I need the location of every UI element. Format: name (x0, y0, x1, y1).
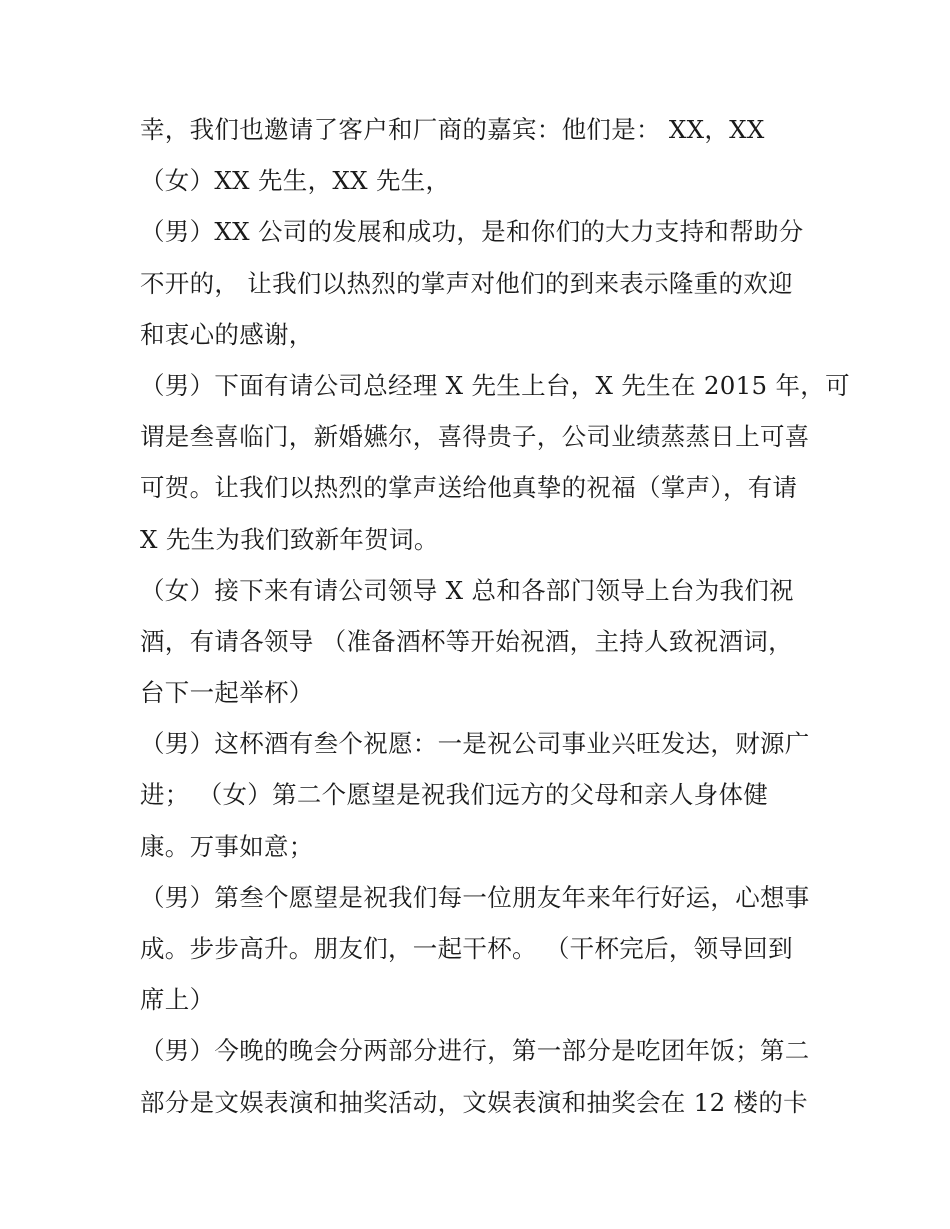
text-line: 可贺。让我们以热烈的掌声送给他真挚的祝福（掌声），有请 (140, 473, 798, 503)
text-line: （男）今晚的晚会分两部分进行，第一部分是吃团年饭；第二 (140, 1036, 810, 1066)
text-line: （男）下面有请公司总经理 X 先生上台，X 先生在 2015 年，可 (140, 370, 850, 400)
text-line: （女）接下来有请公司领导 X 总和各部门领导上台为我们祝 (140, 575, 794, 605)
text-line: （男）XX 公司的发展和成功，是和你们的大力支持和帮助分 (140, 217, 804, 247)
text-line: 部分是文娱表演和抽奖活动，文娱表演和抽奖会在 12 楼的卡 (140, 1087, 808, 1117)
document-body (140, 104, 850, 1128)
text-line: X 先生为我们致新年贺词。 (140, 524, 439, 554)
text-line: （男）这杯酒有叁个祝愿：一是祝公司事业兴旺发达，财源广 (140, 729, 810, 759)
text-line: 谓是叁喜临门，新婚嬿尔，喜得贵子，公司业绩蒸蒸日上可喜 (140, 422, 810, 452)
text-line: 不开的， 让我们以热烈的掌声对他们的到来表示隆重的欢迎 (140, 268, 793, 298)
text-line: 席上） (140, 985, 215, 1015)
text-line: 幸，我们也邀请了客户和厂商的嘉宾：他们是： XX，XX (140, 115, 765, 144)
text-line: 康。万事如意； (140, 831, 314, 861)
text-line: （女）XX 先生，XX 先生， (140, 166, 451, 196)
text-line: 酒，有请各领导 （准备酒杯等开始祝酒，主持人致祝酒词， (140, 626, 793, 656)
text-line: 台下一起举杯） (140, 678, 314, 708)
text-line: 成。步步高升。朋友们，一起干杯。 （干杯完后，领导回到 (140, 934, 793, 963)
text-line: （男）第叁个愿望是祝我们每一位朋友年来年行好运，心想事 (140, 882, 810, 912)
text-line: 进； （女）第二个愿望是祝我们远方的父母和亲人身体健 (140, 780, 769, 810)
text-line: 和衷心的感谢， (140, 319, 314, 349)
